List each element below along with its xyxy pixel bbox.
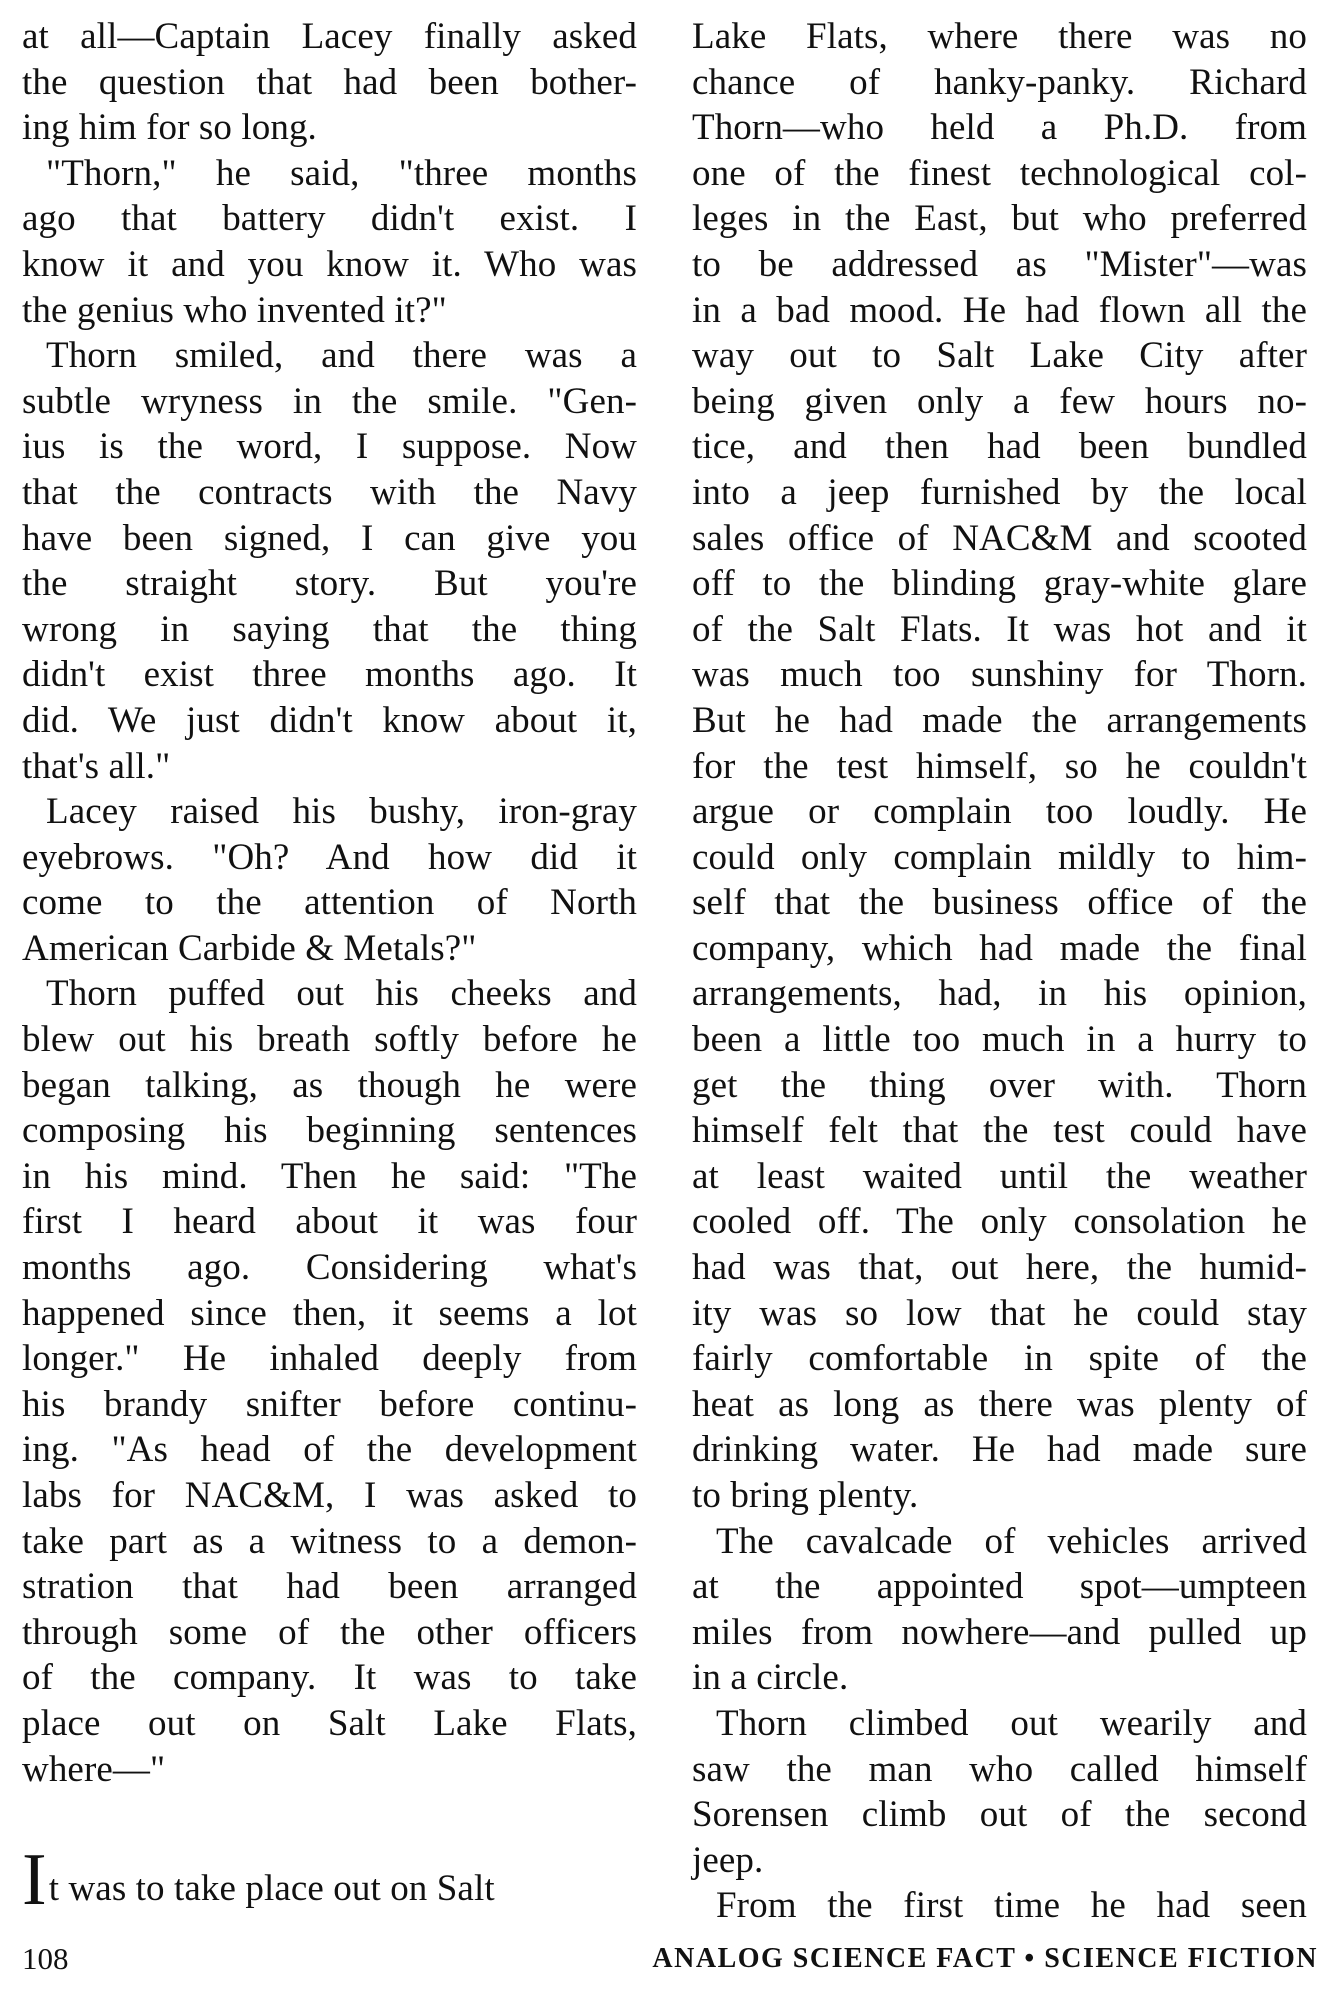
drop-cap: I: [22, 1839, 47, 1922]
section-break: [22, 1792, 637, 1854]
text-line: argue or complain too loudly. He: [692, 791, 1307, 833]
text-line: arrangements, had, in his opinion,: [692, 973, 1307, 1015]
text-line: blew out his breath softly before he: [22, 1019, 637, 1061]
text-line: the straight story. But you're: [22, 563, 637, 605]
text-line: his brandy snifter before continu-: [22, 1383, 637, 1425]
right-text-column: [692, 14, 1307, 1929]
running-head: ANALOG SCIENCE FACT • SCIENCE FICTION: [652, 1943, 1318, 1974]
page-footer: [22, 1937, 1318, 1981]
text-line: saw the man who called himself: [692, 1748, 1307, 1790]
text-line: Lake Flats, where there was no: [692, 16, 1307, 57]
text-line: himself felt that the test could have: [692, 1110, 1307, 1152]
text-line: had was that, out here, the humid-: [692, 1247, 1307, 1289]
text-line: stration that had been arranged: [22, 1566, 637, 1608]
text-line: to be addressed as "Mister"—was: [692, 243, 1307, 285]
text-line: into a jeep furnished by the local: [692, 471, 1307, 513]
text-line: could only complain mildly to him-: [692, 836, 1307, 878]
text-line: But he had made the arrangements: [692, 699, 1307, 741]
left-text-column: [22, 14, 637, 1922]
text-line: know it and you know it. Who was: [22, 243, 637, 285]
text-line: fairly comfortable in spite of the: [692, 1338, 1307, 1380]
text-line: Lacey raised his bushy, iron-gray: [46, 791, 637, 833]
text-line: Thorn—who held a Ph.D. from: [692, 107, 1307, 149]
text-line: chance of hanky-panky. Richard: [692, 61, 1307, 103]
text-line: one of the finest technological col-: [692, 152, 1307, 194]
section-opening-line: [22, 1839, 637, 1922]
text-line: Thorn puffed out his cheeks and: [46, 973, 637, 1015]
text-line: in a bad mood. He had flown all the: [692, 289, 1307, 331]
text-line: of the company. It was to take: [22, 1657, 637, 1699]
text-line: self that the business office of the: [692, 882, 1307, 924]
text-line: at least waited until the weather: [692, 1155, 1307, 1197]
text-line: through some of the other officers: [22, 1611, 637, 1653]
text-line: at the appointed spot—umpteen: [692, 1566, 1307, 1608]
text-line: that the contracts with the Navy: [22, 471, 637, 513]
text-line: the genius who invented it?": [22, 289, 447, 331]
text-line: "Thorn," he said, "three months: [46, 152, 637, 194]
text-line: been a little too much in a hurry to: [692, 1019, 1307, 1061]
text-line: labs for NAC&M, I was asked to: [22, 1475, 637, 1516]
text-line: ity was so low that he could stay: [692, 1292, 1307, 1334]
text-line: first I heard about it was four: [22, 1201, 637, 1243]
text-line: longer." He inhaled deeply from: [22, 1338, 637, 1380]
text-line: Sorensen climb out of the second: [692, 1794, 1307, 1836]
text-line: heat as long as there was plenty of: [692, 1383, 1307, 1425]
page-number: 108: [22, 1941, 69, 1976]
text-line: eyebrows. "Oh? And how did it: [22, 836, 637, 878]
text-line: leges in the East, but who preferred: [692, 198, 1307, 240]
text-line: place out on Salt Lake Flats,: [22, 1702, 637, 1744]
text-line: get the thing over with. Thorn: [692, 1064, 1307, 1106]
text-line: did. We just didn't know about it,: [22, 699, 637, 741]
text-line: ago that battery didn't exist. I: [22, 198, 637, 240]
text-line: ius is the word, I suppose. Now: [22, 426, 637, 468]
text-line: cooled off. The only consolation he: [692, 1201, 1307, 1243]
text-line: in his mind. Then he said: "The: [22, 1155, 637, 1197]
text-line: wrong in saying that the thing: [22, 608, 637, 650]
text-line: began talking, as though he were: [22, 1064, 637, 1106]
text-line: for the test himself, so he couldn't: [692, 745, 1307, 787]
text-line: composing his beginning sentences: [22, 1110, 637, 1152]
text-line: ing. "As head of the development: [22, 1429, 637, 1471]
text-line: miles from nowhere—and pulled up: [692, 1611, 1307, 1653]
text-line: From the first time he had seen: [716, 1885, 1307, 1927]
text-line: didn't exist three months ago. It: [22, 654, 637, 696]
text-line: take part as a witness to a demon-: [22, 1520, 637, 1562]
text-line: was much too sunshiny for Thorn.: [692, 654, 1307, 696]
text-line: where—": [22, 1748, 166, 1790]
text-line: in a circle.: [692, 1657, 849, 1699]
text-line: Thorn climbed out wearily and: [716, 1702, 1307, 1744]
text-line: ing him for so long.: [22, 107, 317, 149]
text-line: subtle wryness in the smile. "Gen-: [22, 380, 637, 422]
text-line: The cavalcade of vehicles arrived: [716, 1520, 1307, 1562]
text-line: company, which had made the final: [692, 927, 1307, 969]
text-line: off to the blinding gray-white glare: [692, 563, 1307, 605]
text-line: way out to Salt Lake City after: [692, 335, 1307, 377]
text-line: sales office of NAC&M and scooted: [692, 517, 1307, 559]
text-line: at all—Captain Lacey finally asked: [22, 16, 637, 57]
text-line: jeep.: [692, 1839, 764, 1881]
text-line: months ago. Considering what's: [22, 1247, 637, 1289]
text-line: of the Salt Flats. It was hot and it: [692, 608, 1307, 650]
section-opening-text: t was to take place out on Salt: [48, 1868, 495, 1910]
text-line: being given only a few hours no-: [692, 380, 1307, 422]
text-line: have been signed, I can give you: [22, 517, 637, 559]
text-line: American Carbide & Metals?": [22, 927, 477, 969]
text-line: come to the attention of North: [22, 882, 637, 924]
text-line: to bring plenty.: [692, 1475, 919, 1516]
text-line: tice, and then had been bundled: [692, 426, 1307, 468]
text-line: Thorn smiled, and there was a: [46, 335, 637, 377]
text-line: drinking water. He had made sure: [692, 1429, 1307, 1471]
text-line: that's all.": [22, 745, 171, 787]
text-line: happened since then, it seems a lot: [22, 1292, 637, 1334]
text-line: the question that had been bother-: [22, 61, 637, 103]
